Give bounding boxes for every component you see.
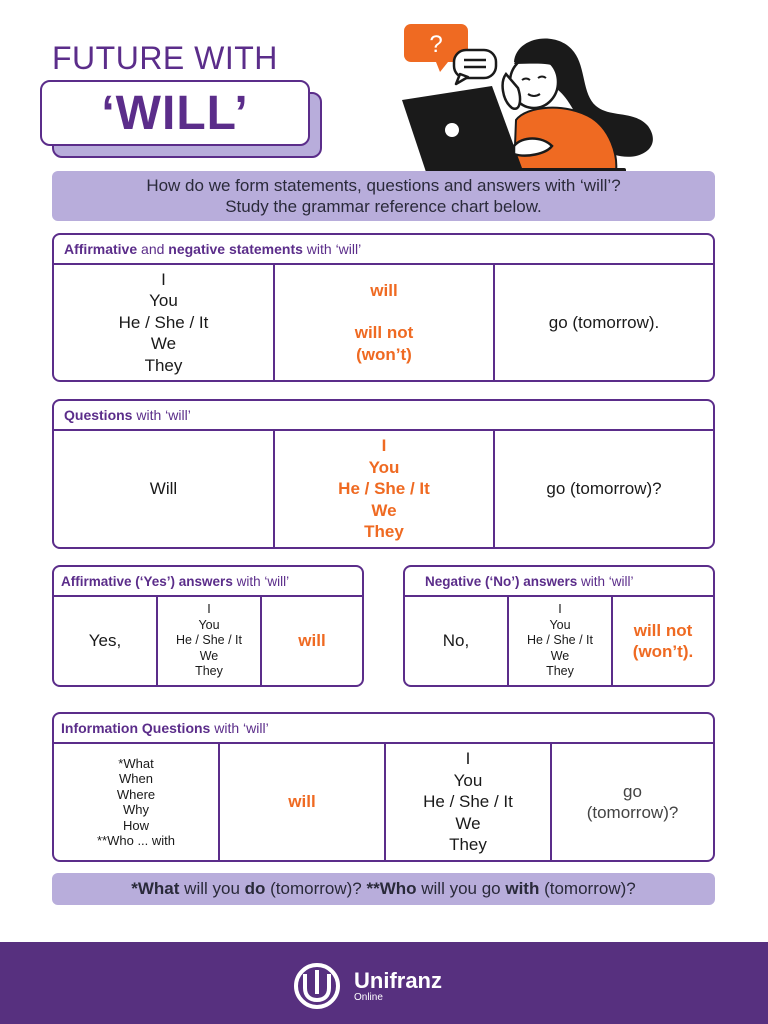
example-text: (tomorrow)? xyxy=(539,879,636,898)
page-title-line2: ‘WILL’ xyxy=(101,86,249,140)
subject: They xyxy=(546,664,574,679)
no-answers-heading xyxy=(405,567,713,597)
questions-table xyxy=(52,399,715,549)
subject: He / She / It xyxy=(118,312,209,332)
aux-affirmative: will xyxy=(370,280,398,300)
questions-heading xyxy=(54,401,713,431)
intro-line-1: How do we form statements, questions and answers with ‘will’? xyxy=(146,176,621,195)
aux-cell xyxy=(613,597,713,685)
subjects-cell xyxy=(54,265,275,380)
verb: go xyxy=(623,781,642,801)
aux-negative-contraction: (won’t) xyxy=(356,344,412,364)
yes-answers-table xyxy=(52,565,364,687)
subject: I xyxy=(161,269,166,289)
subjects-cell xyxy=(386,744,552,860)
intro-line-2: Study the grammar reference chart below. xyxy=(225,197,542,216)
heading-bold: Affirmative xyxy=(64,241,138,257)
heading-bold: Information Questions xyxy=(61,720,211,736)
verb-complement: (tomorrow)? xyxy=(586,803,679,822)
wh-word: Where xyxy=(116,786,156,802)
subject: We xyxy=(199,648,219,663)
subject: I xyxy=(558,602,562,617)
heading-bold: Affirmative (‘Yes’) answers xyxy=(61,573,233,589)
subject: We xyxy=(550,648,570,663)
question-mark: ? xyxy=(429,31,443,58)
aux-cell xyxy=(54,431,275,547)
heading-bold: Questions xyxy=(64,407,133,423)
subject: We xyxy=(371,500,397,520)
verb-cell xyxy=(552,744,713,860)
brand-sub: Online xyxy=(354,991,383,1003)
subject: He / She / It xyxy=(175,633,242,648)
subject: You xyxy=(368,457,400,477)
brand-name: Unifranz xyxy=(354,967,442,993)
example-text: will you go xyxy=(416,879,506,898)
subject: You xyxy=(198,617,220,632)
subject: He / She / It xyxy=(423,792,513,812)
aux-negative: will not xyxy=(354,323,414,343)
subject: They xyxy=(364,522,404,542)
heading-text: and xyxy=(137,241,169,257)
example-banner xyxy=(52,873,715,905)
subject: They xyxy=(144,355,183,375)
wh-words-cell xyxy=(54,744,220,860)
subject: You xyxy=(549,617,571,632)
heading-text: with ‘will’ xyxy=(232,573,290,589)
heading-text: with ‘will’ xyxy=(210,720,269,736)
heading-bold: Negative (‘No’) answers xyxy=(425,573,578,589)
heading-text: with ‘will’ xyxy=(302,241,362,257)
subject: I xyxy=(465,749,471,769)
example-text: will you xyxy=(179,879,245,898)
lead-cell xyxy=(405,597,509,685)
heading-bold: negative statements xyxy=(168,241,303,257)
no-answers-table xyxy=(403,565,715,687)
yes-answers-heading xyxy=(54,567,362,597)
heading-text: with ‘will’ xyxy=(577,573,634,589)
subject: He / She / It xyxy=(338,479,430,499)
info-questions-heading xyxy=(54,714,713,744)
wh-word: *What xyxy=(118,755,154,771)
subject: You xyxy=(453,770,483,790)
example-do: do xyxy=(244,879,266,898)
lead-no: No, xyxy=(442,631,470,651)
subject: I xyxy=(381,436,387,456)
info-questions-table xyxy=(52,712,715,862)
verb-cell xyxy=(495,265,713,380)
lead-yes: Yes, xyxy=(88,631,122,651)
verb: go (tomorrow). xyxy=(548,312,660,332)
aux-will: will xyxy=(298,631,326,651)
subjects-cell xyxy=(509,597,613,685)
heading-text: with ‘will’ xyxy=(132,407,191,423)
wh-word: Why xyxy=(123,802,149,817)
example-what: *What xyxy=(131,879,180,898)
aux-will: will xyxy=(288,792,316,812)
page-title-line1: FUTURE WITH xyxy=(52,40,278,76)
aux-negative-contraction: (won’t). xyxy=(632,642,694,661)
brand-logo xyxy=(292,962,442,1010)
wh-word: **Who ... with xyxy=(96,833,176,848)
verb-cell xyxy=(495,431,713,547)
subject: We xyxy=(150,334,177,354)
wh-word: How xyxy=(122,817,149,833)
subject: They xyxy=(195,664,223,679)
verb: go (tomorrow)? xyxy=(546,479,662,499)
statements-heading xyxy=(54,235,713,265)
wh-word: When xyxy=(119,771,153,786)
student-laptop-illustration xyxy=(396,22,676,174)
unifranz-logo-icon xyxy=(292,962,346,1010)
aux-cell xyxy=(220,744,386,860)
statements-table xyxy=(52,233,715,382)
example-text: (tomorrow)? xyxy=(265,879,367,898)
subject: He / She / It xyxy=(526,633,593,648)
example-with: with xyxy=(505,879,540,898)
subjects-cell xyxy=(158,597,262,685)
aux-cell xyxy=(262,597,362,685)
subject: You xyxy=(149,291,178,311)
subject: They xyxy=(449,835,487,855)
aux-negative: will not xyxy=(633,620,693,640)
auxiliary-cell xyxy=(275,265,495,380)
intro-banner xyxy=(52,171,715,221)
lead-cell xyxy=(54,597,158,685)
subjects-cell xyxy=(275,431,495,547)
aux-will: Will xyxy=(149,479,178,499)
subject: We xyxy=(455,813,481,833)
subject: I xyxy=(207,602,211,617)
example-who: **Who xyxy=(366,879,417,898)
